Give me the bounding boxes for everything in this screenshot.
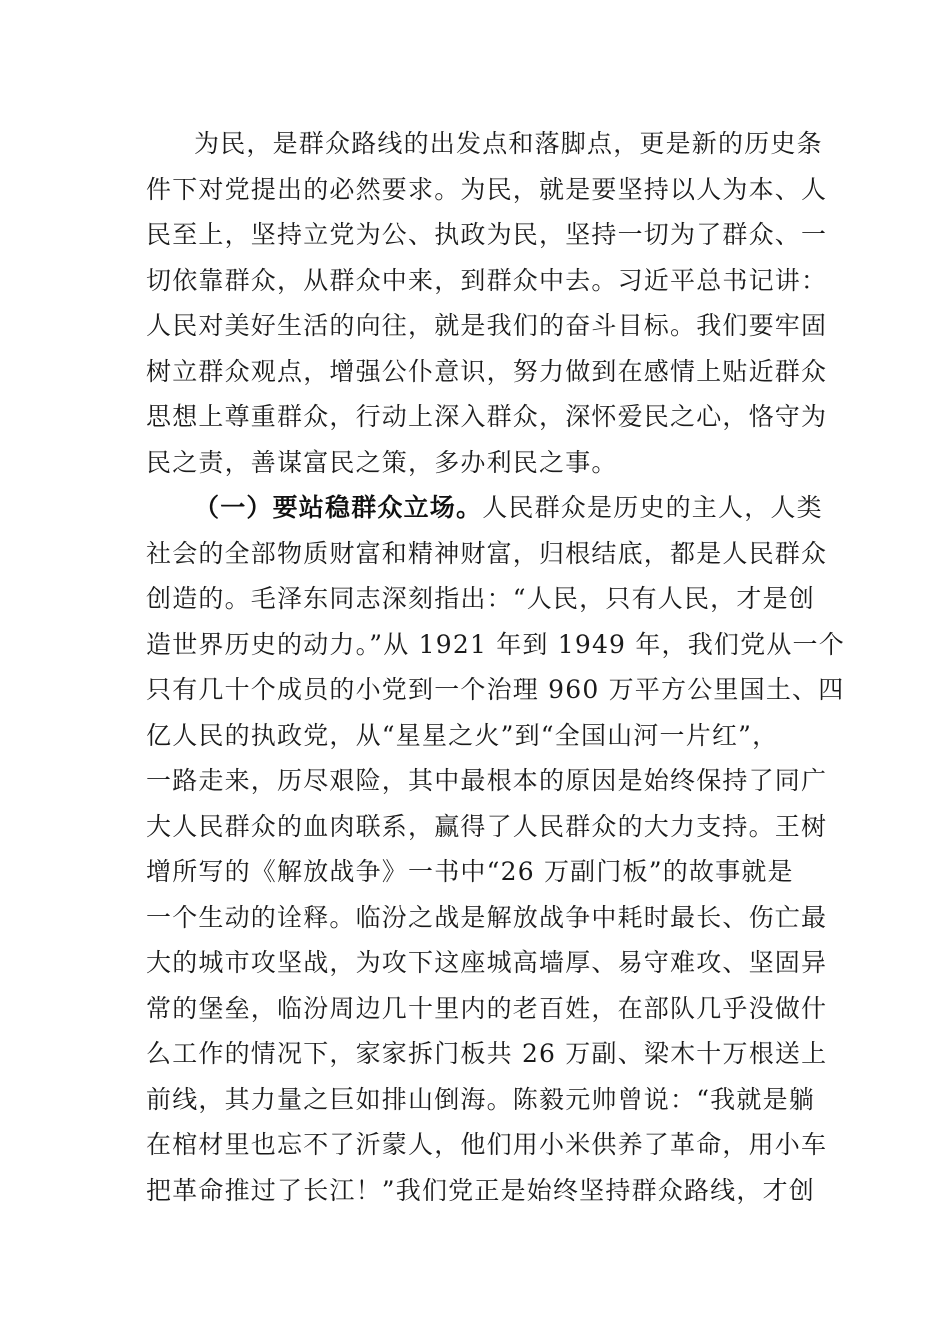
text-line: 民至上，坚持立党为公、执政为民，坚持一切为了群众、一: [146, 220, 828, 249]
section-heading: （一）要站稳群众立场。: [194, 493, 483, 522]
text-line: 树立群众观点，增强公仆意识，努力做到在感情上贴近群众: [146, 356, 828, 386]
text-line: 在棺材里也忘不了沂蒙人，他们用小米供养了革命，用小车: [146, 1130, 828, 1159]
text-line: 前线，其力量之巨如排山倒海。陈毅元帅曾说：“我就是躺: [146, 1084, 815, 1114]
text-line: [146, 485, 823, 531]
text-line: 把革命推过了长江！”我们党正是始终坚持群众路线，才创: [146, 1175, 815, 1205]
paragraph-2: [146, 485, 845, 1213]
text-line: 民之责，善谋富民之策，多办利民之事。: [146, 447, 618, 477]
text-line: 件下对党提出的必然要求。为民，就是要坚持以人为本、人: [146, 174, 828, 204]
text-line: 增所写的《解放战争》一书中“26 万副门板”的故事就是: [146, 857, 794, 886]
text-run: 人民群众是历史的主人，人类: [482, 493, 823, 522]
text-line: 社会的全部物质财富和精神财富，归根结底，都是人民群众: [146, 538, 828, 568]
text-line: 一个生动的诠释。临汾之战是解放战争中耗时最长、伤亡最: [146, 902, 828, 932]
text-line: 创造的。毛泽东同志深刻指出：“人民，只有人民，才是创: [146, 584, 815, 613]
text-line: 大的城市攻坚战，为攻下这座城高墙厚、易守难攻、坚固异: [146, 948, 828, 977]
text-line: 造世界历史的动力。”从 1921 年到 1949 年，我们党从一个: [146, 629, 845, 659]
text-line: 只有几十个成员的小党到一个治理 960 万平方公里国土、四: [146, 675, 845, 704]
text-line: 切依靠群众，从群众中来，到群众中去。习近平总书记讲：: [146, 265, 828, 295]
text-line: 为民，是群众路线的出发点和落脚点，更是新的历史条: [194, 129, 823, 158]
text-line: 思想上尊重群众，行动上深入群众，深怀爱民之心，恪守为: [146, 402, 828, 431]
text-line: 亿人民的执政党，从“星星之火”到“全国山河一片红”，: [146, 720, 779, 750]
text-line: 么工作的情况下，家家拆门板共 26 万副、梁木十万根送上: [146, 1039, 828, 1068]
text-line: 人民对美好生活的向往，就是我们的奋斗目标。我们要牢固: [146, 311, 828, 340]
document-body: [146, 121, 845, 1213]
text-line: 常的堡垒，临汾周边几十里内的老百姓，在部队几乎没做什: [146, 993, 828, 1023]
text-line: 一路走来，历尽艰险，其中最根本的原因是始终保持了同广: [146, 766, 828, 795]
text-line: 大人民群众的血肉联系，赢得了人民群众的大力支持。王树: [146, 811, 828, 841]
paragraph-1: [146, 121, 828, 485]
